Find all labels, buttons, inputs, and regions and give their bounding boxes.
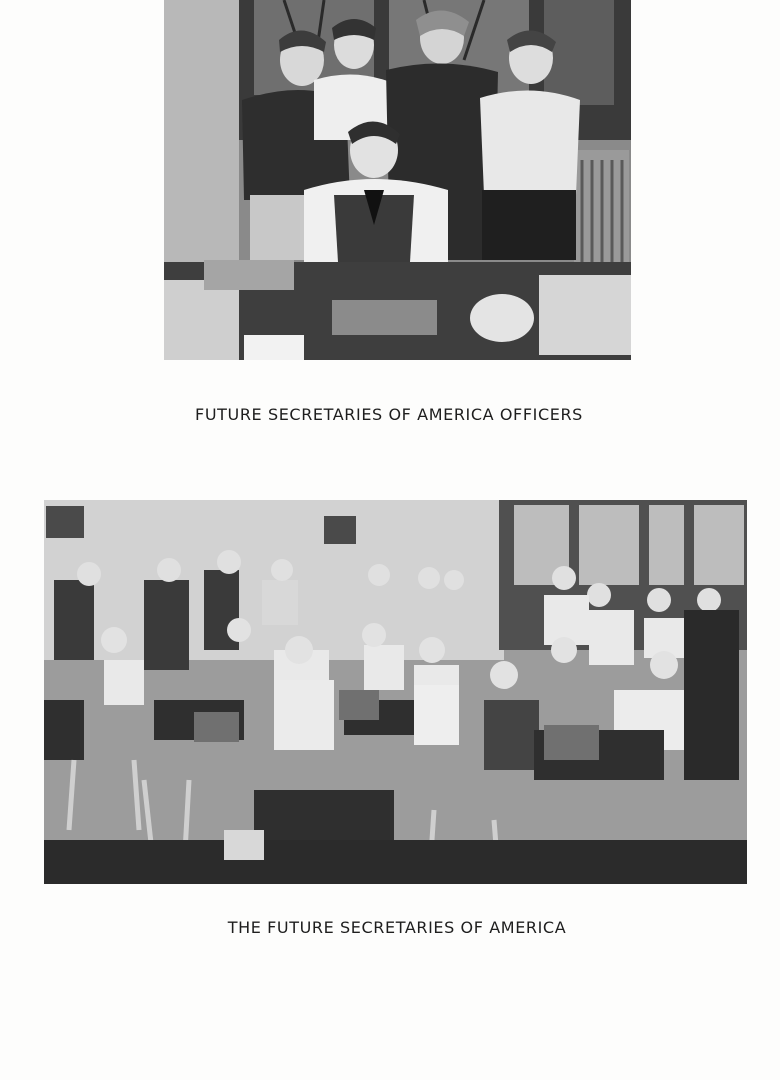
officers-caption: FUTURE SECRETARIES OF AMERICA OFFICERS [195,405,583,424]
classroom-photo [44,500,747,884]
officers-photo [164,0,631,360]
classroom-caption: THE FUTURE SECRETARIES OF AMERICA [227,918,567,937]
